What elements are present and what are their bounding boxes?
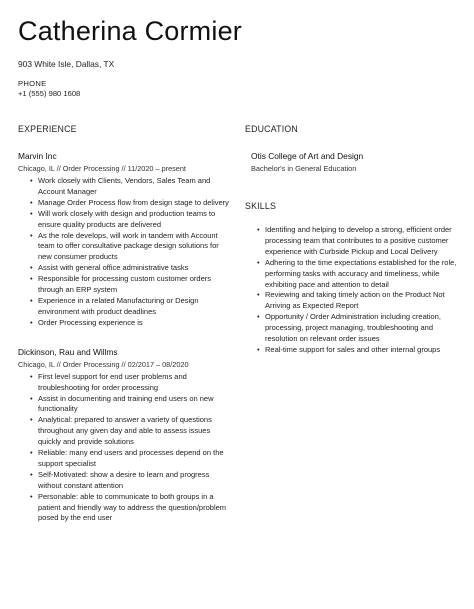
job-bullet: • Self-Motivated: show a desire to learn and progress without constant attention [18,470,230,492]
job-bullet: • Assist with general office administrative tasks [18,263,230,274]
job-company: Dickinson, Rau and Willms [18,346,118,357]
skill-item: • Reviewing and taking timely action on the Product Not Arriving as Expected Report [245,290,460,312]
phone-label: PHONE [18,79,47,88]
job-bullet: • Reliable: many end users and processes depend on the support specialist [18,448,230,470]
right-column [245,124,460,356]
job-meta: Chicago, IL // Order Processing // 02/2017 – 08/2020 [18,359,189,369]
job-company: Marvin Inc [18,151,57,161]
job-bullet: • Will work closely with design and production teams to ensure quality products are delivered [18,209,230,231]
education-heading: EDUCATION [245,124,298,134]
job-bullet: • As the role develops, will work in tandem with Account team to offer consultative package design solutions for new consumer products [18,231,230,264]
skills-list [245,225,460,356]
education-degree: Bachelor's in General Education [251,164,357,173]
skills-heading: SKILLS [245,201,277,211]
job-bullet: • Analytical: prepared to answer a variety of questions throughout any given day and able to assess issues quickly and provide solutions [18,415,230,448]
job-bullet: • Work closely with Clients, Vendors, Sales Team and Account Manager [18,176,230,198]
job-bullet: • Order Processing experience is [18,318,230,329]
skill-item: • Real-time support for sales and other internal groups [245,345,460,356]
job-entry [18,347,230,525]
education-school: Otis College of Art and Design [251,151,364,161]
experience-heading: EXPERIENCE [18,124,77,134]
candidate-name: Catherina Cormier [18,16,242,46]
job-bullets [18,372,230,525]
phone-number: +1 (555) 980 1608 [18,89,81,98]
skill-item: • Adhering to the time expectations established for the role, performing tasks with accuracy and timeliness, while exhibiting pace and attention to detail [245,258,460,291]
address: 903 White Isle, Dallas, TX [18,59,115,69]
job-bullet: • First level support for end user problems and troubleshooting for order processing [18,372,230,394]
job-bullets [18,176,230,329]
job-meta: Chicago, IL // Order Processing // 11/2020 – present [18,164,186,173]
experience-section [18,124,230,524]
skill-item: • Identifing and helping to develop a strong, efficient order processing team that contributes to a positive customer experience with Curbside Pickup and Local Delivery [245,225,460,258]
education-entry [245,151,460,173]
job-entry [18,151,230,329]
job-bullet: • Assist in documenting and training end users on new functionality [18,394,230,416]
job-bullet: • Experience in a related Manufacturing or Design environment with product deadlines [18,296,230,318]
skill-item: • Opportunity / Order Administration including creation, processing, project managing, troubleshooting and resolution on relevant order issues [245,312,460,345]
job-bullet: • Manage Order Process flow from design stage to delivery [18,198,230,209]
job-bullet: • Personable: able to communicate to both groups in a patient and friendly way to address the question/problem posed by the end user [18,492,230,525]
job-bullet: • Responsible for processing custom customer orders through an ERP system [18,274,230,296]
